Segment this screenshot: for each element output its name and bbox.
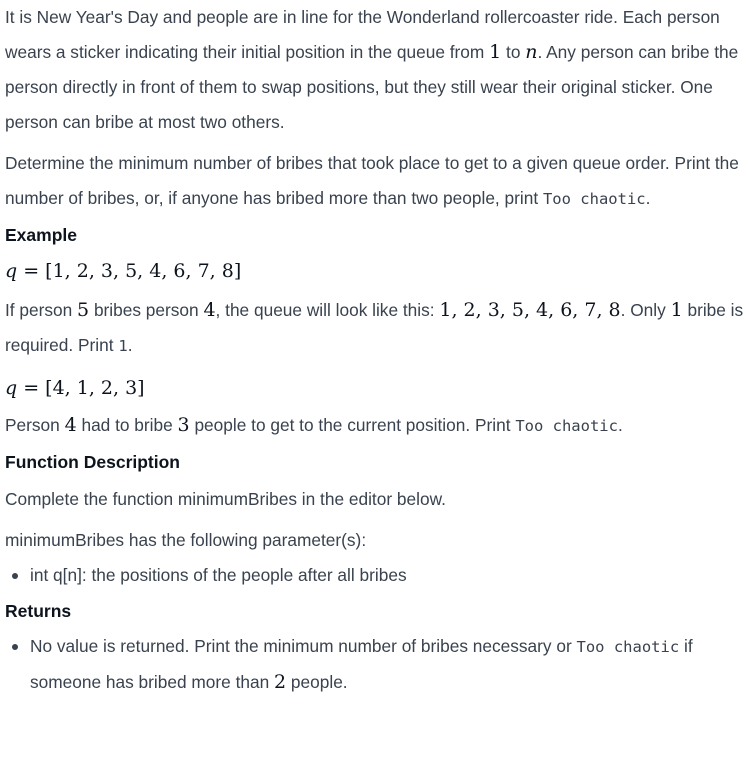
code-too-chaotic-2: Too chaotic <box>515 417 618 435</box>
problem-statement <box>5 0 747 700</box>
example-heading: Example <box>5 225 77 245</box>
example-2-explanation <box>5 408 747 444</box>
task-paragraph <box>5 146 747 217</box>
equation-2 <box>5 370 747 406</box>
equation-1 <box>5 253 747 289</box>
task-text-1: Determine the minimum number of bribes that took place to get to a given queue order. Print the number of bribes, or, if anyone has bribed more than two people, print <box>5 153 739 208</box>
eq1-variable: q <box>5 260 18 282</box>
math-five: 5 <box>77 299 90 321</box>
returns-heading: Returns <box>5 601 72 621</box>
ex1-text-5: bribe is required. Print <box>5 300 744 355</box>
eq2-variable: q <box>5 377 18 399</box>
ex2-text-1: Person <box>5 415 65 435</box>
returns-item <box>30 629 747 700</box>
function-description-line-2: minimumBribes has the following parameter(s): <box>5 530 367 550</box>
math-four-b: 4 <box>64 414 77 436</box>
parameter-item: int q[n]: the positions of the people after all bribes <box>30 558 747 593</box>
function-description-heading: Function Description <box>5 452 180 472</box>
eq1-value: = [1, 2, 3, 5, 4, 6, 7, 8] <box>17 260 242 282</box>
example-1-explanation <box>5 293 747 364</box>
ex2-text-4: . <box>617 415 623 435</box>
math-three: 3 <box>177 414 190 436</box>
math-one: 1 <box>489 41 502 63</box>
math-sequence: 1, 2, 3, 5, 4, 6, 7, 8 <box>439 299 621 321</box>
intro-text-1: It is New Year's Day and people are in line for the Wonderland rollercoaster ride. Each person wears a sticker indicating their initial position in the queue from <box>5 7 720 62</box>
code-too-chaotic-3: Too chaotic <box>576 638 680 656</box>
returns-text-3: people. <box>286 672 348 692</box>
ex1-text-1: If person <box>5 300 78 320</box>
ex1-text-3: , the queue will look like this: <box>215 300 440 320</box>
code-one: 1 <box>118 337 128 355</box>
math-four: 4 <box>203 299 216 321</box>
returns-text-2: if someone has bribed more than <box>30 636 693 692</box>
eq2-value: = [4, 1, 2, 3] <box>17 377 145 399</box>
ex1-text-4: . Only <box>620 300 671 320</box>
math-n: n <box>525 41 538 63</box>
math-one-bribe: 1 <box>670 299 683 321</box>
parameter-list <box>5 558 747 593</box>
returns-text-1: No value is returned. Print the minimum number of bribes necessary or <box>30 636 577 656</box>
ex1-text-2: bribes person <box>89 300 204 320</box>
intro-paragraph <box>5 0 747 140</box>
intro-text-2: to <box>501 42 526 62</box>
code-too-chaotic: Too chaotic <box>542 190 646 208</box>
ex2-text-3: people to get to the current position. Print <box>189 415 516 435</box>
returns-list <box>5 629 747 700</box>
intro-text-3: . Any person can bribe the person directly in front of them to swap positions, but they still wear their original sticker. One person can bribe at most two others. <box>5 42 739 132</box>
math-two: 2 <box>274 671 287 693</box>
ex2-text-2: had to bribe <box>76 415 178 435</box>
task-text-2: . <box>645 188 651 208</box>
ex1-text-6: . <box>127 335 133 355</box>
function-description-line-1: Complete the function minimumBribes in the editor below. <box>5 489 446 509</box>
